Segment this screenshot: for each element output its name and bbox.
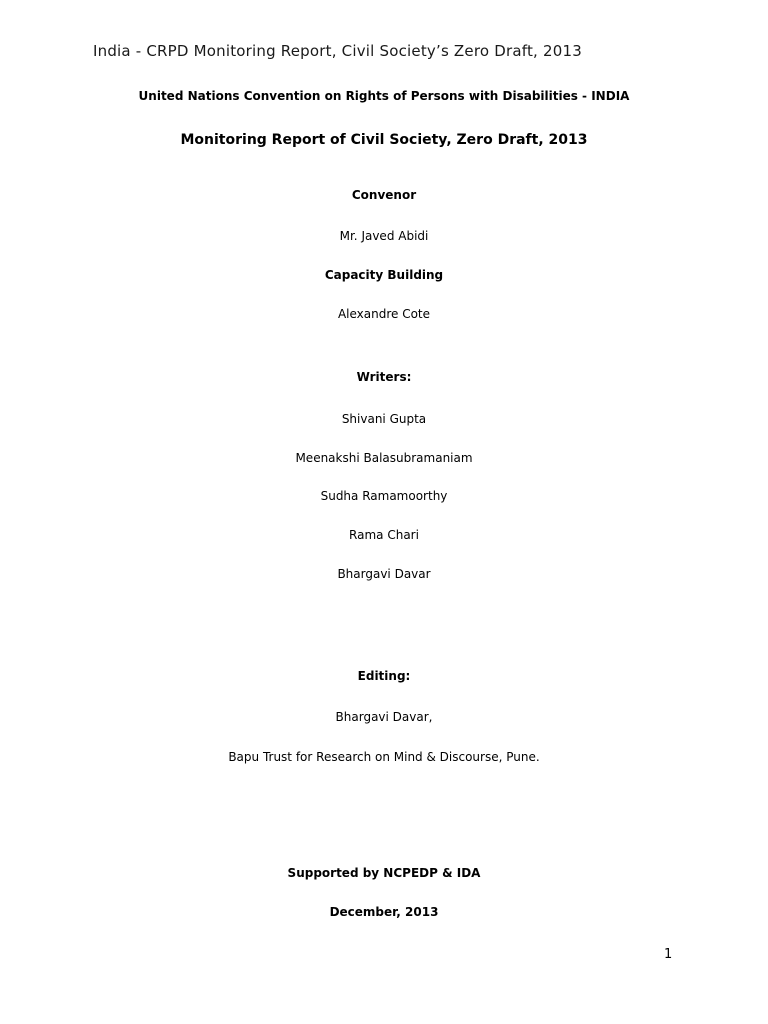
convenor-heading: Convenor	[351, 188, 417, 202]
editor-organization: Bapu Trust for Research on Mind & Discourse, Pune.	[228, 750, 540, 764]
writers-heading: Writers:	[356, 370, 412, 384]
editor-name: Bhargavi Davar,	[335, 710, 433, 724]
capacity-building-heading: Capacity Building	[324, 268, 444, 282]
convention-title: United Nations Convention on Rights of Persons with Disabilities - INDIA	[138, 89, 630, 103]
writer-name: Meenakshi Balasubramaniam	[295, 451, 473, 465]
report-title: Monitoring Report of Civil Society, Zero Draft, 2013	[180, 132, 588, 148]
writer-name: Bhargavi Davar	[337, 567, 431, 581]
writer-name: Sudha Ramamoorthy	[320, 489, 448, 503]
convenor-name: Mr. Javed Abidi	[339, 229, 429, 243]
page-number: 1	[664, 947, 673, 962]
editing-heading: Editing:	[357, 669, 411, 683]
support-line: Supported by NCPEDP & IDA	[287, 866, 481, 880]
report-date: December, 2013	[329, 905, 439, 919]
running-header: India - CRPD Monitoring Report, Civil Society’s Zero Draft, 2013	[93, 42, 582, 60]
writer-name: Rama Chari	[349, 528, 419, 542]
capacity-building-name: Alexandre Cote	[337, 307, 431, 321]
writer-name: Shivani Gupta	[341, 412, 427, 426]
